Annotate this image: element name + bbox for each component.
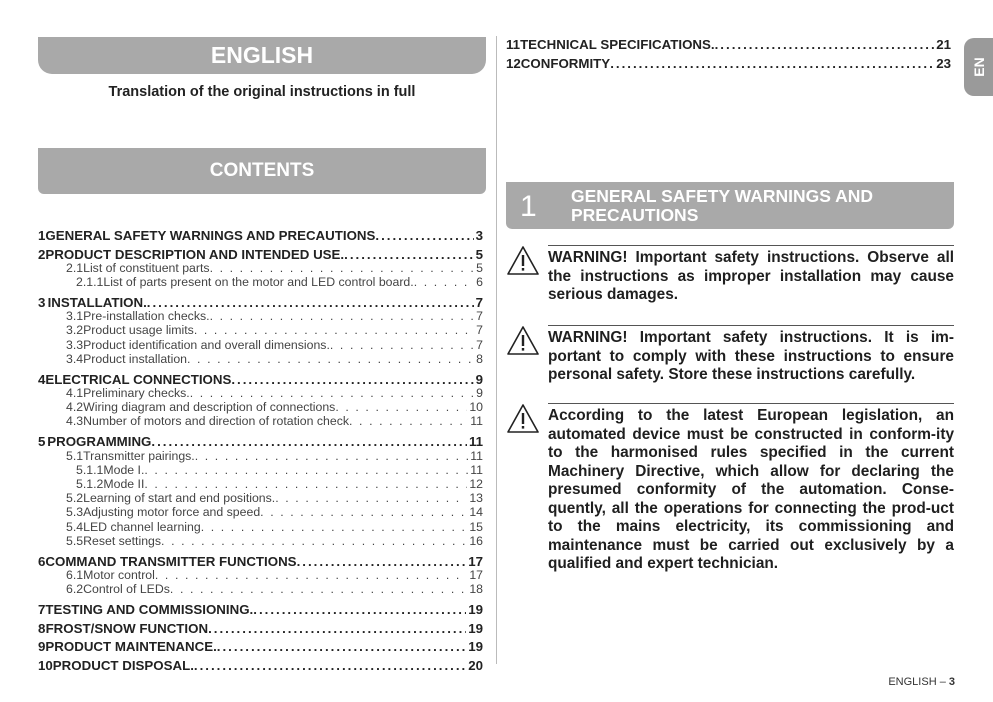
toc-entry-number: 5.2 — [66, 491, 84, 506]
toc-entry-page: 11 — [470, 462, 483, 477]
toc-entry-page: 11 — [468, 434, 483, 450]
toc-entry — [38, 463, 483, 477]
toc-entry-page: 19 — [468, 602, 483, 618]
toc-leader-dots — [144, 463, 468, 477]
toc-entry-number: 5.4 — [66, 519, 84, 534]
toc-entry — [38, 658, 483, 673]
warning-triangle-icon — [506, 245, 540, 277]
toc-leader-dots — [194, 658, 466, 673]
toc-entry-number: 6.2 — [66, 582, 84, 597]
toc-leader-dots — [344, 247, 473, 262]
toc-leader-dots — [187, 352, 474, 366]
toc-entry-title: Motor control — [83, 567, 155, 582]
toc-leader-dots — [217, 639, 466, 654]
warning-text: According to the latest European legislation, an automated device must be constructed in conform-ity to the harmonised rules specified in the current Machinery Directive, which allow for declaring the presumed conformity of the automation. Conse-quently, all the operations for connecting the prod-uct to the mains electricity, its commissioning and maintenance must be carried out exclusively by a qualified and expert technician. — [548, 407, 954, 572]
warning-text: WARNING! Important safety instructions. Observe all the instructions as improper installation may cause serious damages. — [548, 249, 954, 303]
toc-entry-page: 15 — [469, 519, 483, 534]
toc-entry-title: LED channel learning — [83, 519, 201, 534]
toc-entry-page: 6 — [476, 274, 483, 289]
warning-rule — [548, 325, 954, 326]
toc-entry-title: Reset settings — [83, 533, 162, 548]
toc-entry-title: Control of LEDs — [83, 582, 170, 597]
toc-entry-number: 9 — [38, 639, 46, 655]
toc-leader-dots — [231, 372, 473, 387]
toc-entry-title: List of constituent parts — [83, 260, 210, 275]
toc-entry — [38, 372, 483, 387]
toc-entry — [38, 477, 483, 491]
language-tab — [964, 38, 993, 96]
toc-leader-dots — [155, 568, 467, 582]
toc-entry-number: 5 — [38, 434, 46, 450]
toc-entry-page: 23 — [936, 55, 951, 71]
toc-entry-page: 12 — [469, 476, 483, 491]
toc-entry-title: Mode I. — [103, 462, 145, 477]
toc-entry-number: 4.1 — [66, 385, 84, 400]
warning-text: WARNING! Important safety instructions. It is im-portant to comply with these instructions to ensure personal safety. Store these instructions carefully. — [548, 329, 954, 383]
toc-entry-title: FROST/SNOW FUNCTION — [45, 620, 209, 636]
toc-entry-number: 6 — [38, 553, 46, 569]
toc-entry-title: COMMAND TRANSMITTER FUNCTIONS — [45, 553, 297, 569]
toc-entry — [38, 261, 483, 275]
toc-entry-number: 2 — [38, 246, 46, 262]
toc-entry — [506, 56, 951, 71]
toc-leader-dots — [151, 434, 467, 449]
language-tab-label: EN — [970, 57, 987, 77]
toc-entry-page: 5 — [475, 246, 483, 262]
toc-leader-dots — [210, 261, 475, 275]
toc-entry-title: INSTALLATION. — [47, 294, 147, 310]
warning-rule — [548, 403, 954, 404]
toc-entry-page: 9 — [475, 371, 483, 387]
toc-entry-title: TECHNICAL SPECIFICATIONS. — [520, 37, 715, 52]
toc-entry-page: 3 — [475, 228, 483, 243]
toc-entry-number: 3.2 — [66, 323, 84, 338]
toc-leader-dots — [161, 534, 467, 548]
toc-entry-title: List of parts present on the motor and LED control board. — [103, 274, 414, 289]
toc-entry-page: 19 — [468, 620, 483, 636]
toc-entry-title: Pre-installation checks. — [83, 309, 210, 324]
warning-triangle-icon — [506, 325, 540, 357]
toc-entry — [38, 295, 483, 310]
toc-entry-number: 5.1.1 — [76, 462, 104, 477]
toc-entry-number: 2.1.1 — [76, 274, 104, 289]
toc-entry-number: 5.1 — [66, 448, 84, 463]
toc-entry-title: ELECTRICAL CONNECTIONS — [45, 371, 232, 387]
toc-entry-number: 3.3 — [66, 337, 84, 352]
toc-leader-dots — [414, 275, 474, 289]
footer-label: ENGLISH – — [888, 676, 946, 688]
toc-leader-dots — [201, 520, 468, 534]
toc-entry-page: 11 — [470, 448, 483, 463]
toc-entry-title: PRODUCT DISPOSAL. — [52, 657, 194, 673]
toc-entry-page: 20 — [468, 657, 483, 673]
toc-leader-dots — [210, 309, 475, 323]
toc-entry — [38, 621, 483, 636]
toc-entry — [38, 491, 483, 505]
toc-entry-page: 17 — [469, 567, 483, 582]
toc-entry-page: 7 — [476, 323, 483, 338]
toc-leader-dots — [253, 602, 466, 617]
toc-leader-dots — [170, 582, 467, 596]
toc-leader-dots — [335, 400, 467, 414]
toc-leader-dots — [260, 505, 467, 519]
toc-entry-page: 5 — [476, 260, 483, 275]
toc-entry-number: 5.1.2 — [76, 476, 104, 491]
toc-entry-page: 17 — [468, 553, 483, 569]
toc-entry — [38, 228, 483, 243]
toc-entry-title: Learning of start and end positions. — [83, 491, 276, 506]
toc-entry — [38, 505, 483, 519]
toc-entry — [38, 323, 483, 337]
toc-leader-dots — [375, 228, 473, 243]
section-banner — [506, 182, 954, 229]
toc-entry-title: PROGRAMMING — [47, 434, 152, 450]
toc-entry — [38, 568, 483, 582]
toc-entry-title: Transmitter pairings. — [83, 448, 195, 463]
toc-leader-dots — [275, 491, 467, 505]
toc-entry-number: 3.1 — [66, 309, 84, 324]
toc-leader-dots — [147, 295, 474, 310]
toc-entry-title: Product usage limits — [83, 323, 194, 338]
toc-entry-number: 2.1 — [66, 260, 84, 275]
translation-note: Translation of the original instructions in full — [108, 84, 416, 100]
toc-entry-title: GENERAL SAFETY WARNINGS AND PRECAUTIONS — [45, 228, 376, 243]
toc-entry-title: Product installation — [83, 351, 188, 366]
toc-entry-number: 5.3 — [66, 505, 84, 520]
toc-leader-dots — [297, 554, 467, 569]
toc-entry-number: 4 — [38, 371, 46, 387]
toc-entry — [38, 352, 483, 366]
toc-entry-title: Mode II — [103, 476, 145, 491]
toc-entry — [38, 247, 483, 262]
toc-entry-page: 21 — [936, 37, 951, 52]
toc-entry-number: 3.4 — [66, 351, 84, 366]
toc-entry-page: 10 — [469, 400, 483, 415]
toc-entry-page: 7 — [476, 309, 483, 324]
toc-entry — [38, 414, 483, 428]
toc-leader-dots — [330, 338, 474, 352]
toc-entry — [506, 37, 951, 52]
toc-entry-title: TESTING AND COMMISSIONING. — [45, 602, 254, 618]
toc-entry-number: 6.1 — [66, 567, 84, 582]
toc-entry-page: 14 — [469, 505, 483, 520]
toc-entry-number: 4.3 — [66, 414, 84, 429]
toc-entry-title: Product identification and overall dimensions. — [83, 337, 330, 352]
toc-leader-dots — [349, 414, 468, 428]
toc-entry-title: CONFORMITY — [520, 55, 611, 71]
toc-entry-page: 18 — [469, 582, 483, 597]
toc-entry-page: 16 — [469, 533, 483, 548]
section-title: GENERAL SAFETY WARNINGS AND PRECAUTIONS — [571, 186, 874, 225]
language-banner: ENGLISH — [38, 37, 486, 74]
toc-entry — [38, 534, 483, 548]
toc-leader-dots — [194, 323, 474, 337]
toc-entry-page: 13 — [469, 491, 483, 506]
column-divider — [496, 36, 497, 664]
toc-entry-page: 9 — [476, 385, 483, 400]
toc-entry-page: 11 — [470, 414, 483, 429]
toc-leader-dots — [190, 386, 474, 400]
toc-entry — [38, 449, 483, 463]
toc-entry — [38, 602, 483, 617]
toc-entry-title: Wiring diagram and description of connections — [83, 400, 336, 415]
toc-leader-dots — [610, 56, 934, 71]
toc-leader-dots — [144, 477, 467, 491]
toc-entry-title: Number of motors and direction of rotation check — [83, 414, 349, 429]
contents-banner: CONTENTS — [38, 148, 486, 194]
toc-entry-title: PRODUCT MAINTENANCE. — [45, 639, 217, 655]
toc-entry-number: 12 — [506, 55, 521, 71]
toc-leader-dots — [208, 621, 466, 636]
toc-entry-title: Adjusting motor force and speed — [83, 505, 261, 520]
toc-entry — [38, 520, 483, 534]
toc-entry — [38, 434, 483, 449]
toc-entry-number: 1 — [38, 228, 46, 243]
toc-entry — [38, 275, 483, 289]
toc-leader-dots — [195, 449, 469, 463]
toc-entry-page: 7 — [475, 294, 483, 310]
toc-entry — [38, 309, 483, 323]
toc-entry-number: 8 — [38, 620, 46, 636]
toc-entry-number: 3 — [38, 294, 46, 310]
toc-entry — [38, 639, 483, 654]
toc-entry-title: Preliminary checks. — [83, 385, 190, 400]
toc-entry — [38, 338, 483, 352]
section-number: 1 — [520, 190, 537, 223]
toc-entry-number: 7 — [38, 602, 46, 618]
toc-entry — [38, 582, 483, 596]
toc-entry-number: 5.5 — [66, 533, 84, 548]
toc-entry-number: 10 — [38, 657, 53, 673]
toc-entry-title: PRODUCT DESCRIPTION AND INTENDED USE. — [45, 246, 345, 262]
toc-leader-dots — [715, 37, 935, 52]
toc-entry-page: 8 — [476, 351, 483, 366]
page-footer — [888, 676, 955, 688]
warning-triangle-icon — [506, 403, 540, 435]
toc-entry-page: 7 — [476, 337, 483, 352]
toc-entry — [38, 386, 483, 400]
toc-entry-page: 19 — [468, 639, 483, 655]
toc-entry-number: 11 — [506, 37, 521, 52]
toc-entry-number: 4.2 — [66, 400, 84, 415]
toc-entry — [38, 554, 483, 569]
page-number: 3 — [948, 676, 955, 688]
warning-rule — [548, 245, 954, 246]
toc-entry — [38, 400, 483, 414]
